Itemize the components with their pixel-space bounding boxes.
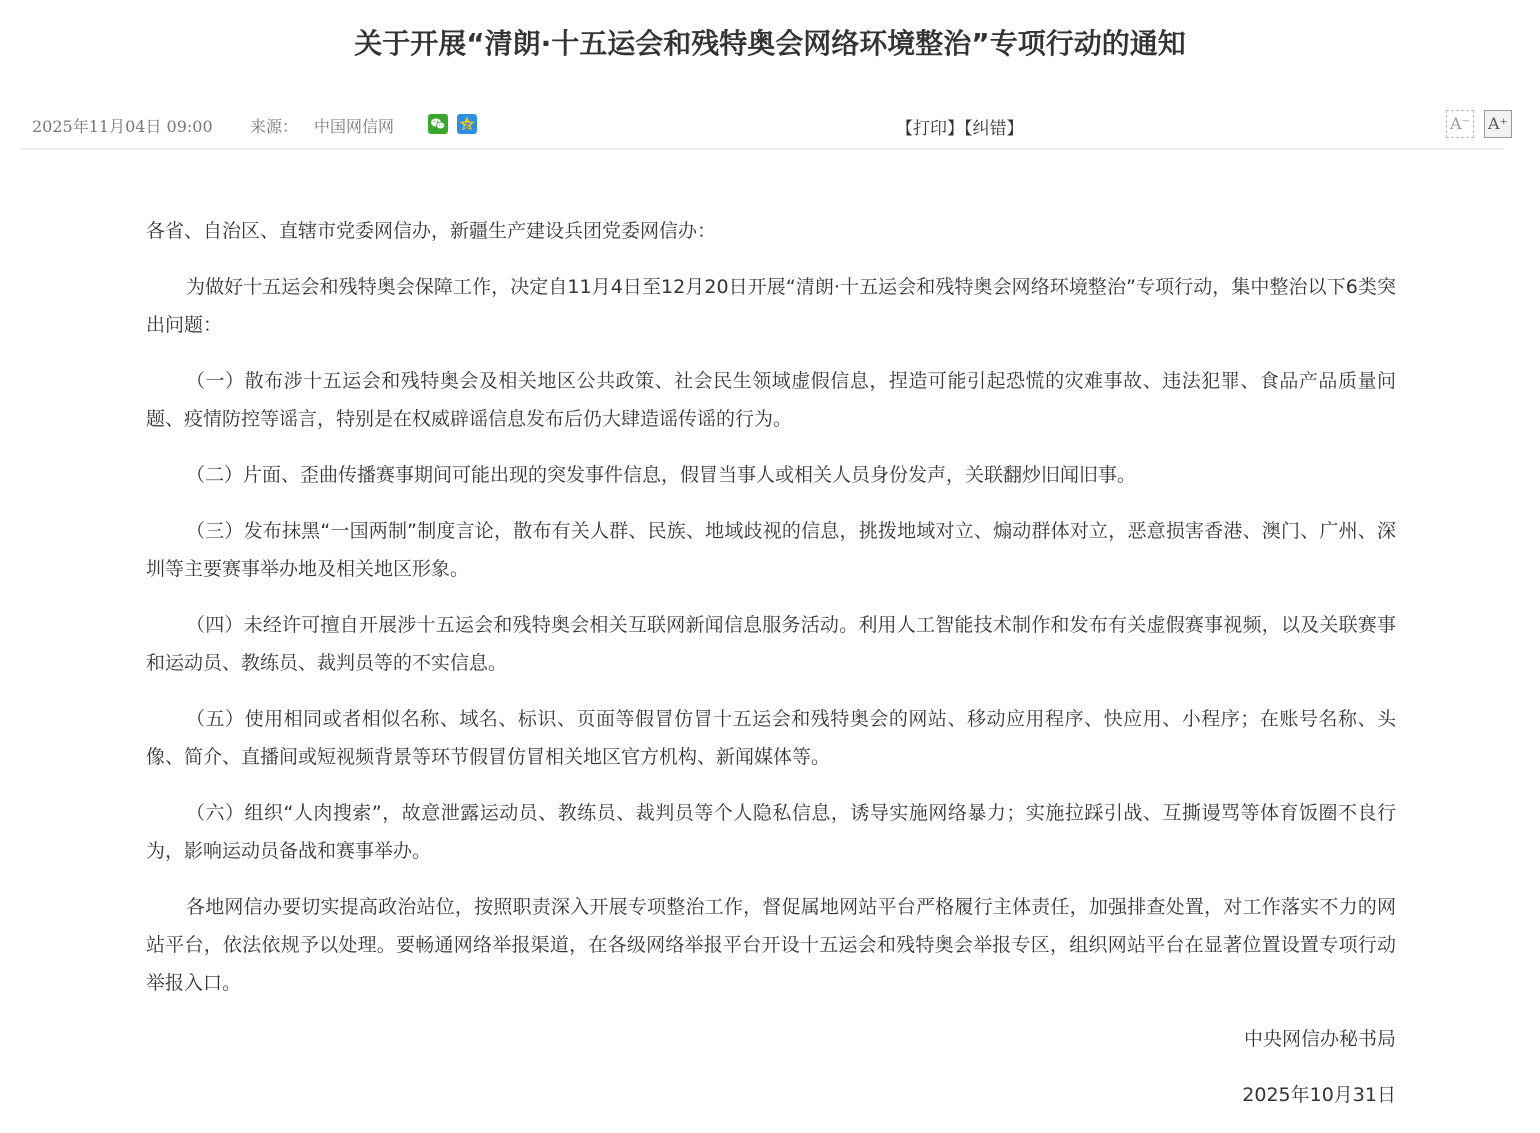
- article-meta-bar: [20, 104, 1508, 150]
- closing-paragraph: 各地网信办要切实提高政治站位，按照职责深入开展专项整治工作，督促属地网站平台严格履行主体责任，加强排查处置，对工作落实不力的网站平台，依法依规予以处理。要畅通网络举报渠道，在各级网络举报平台开设十五运会和残特奥会举报专区，组织网站平台在显著位置设置专项行动举报入口。: [146, 896, 1396, 994]
- print-link[interactable]: 【打印】: [896, 119, 964, 139]
- source-label: 来源：: [250, 117, 299, 136]
- article-title: 关于开展“清朗·十五运会和残特奥会网络环境整治”专项行动的通知: [354, 27, 1186, 60]
- list-item: （六）组织“人肉搜索”，故意泄露运动员、教练员、裁判员等个人隐私信息，诱导实施网络暴力；实施拉踩引战、互撕谩骂等体育饭圈不良行为，影响运动员备战和赛事举办。: [146, 802, 1396, 862]
- qzone-icon[interactable]: [457, 114, 477, 134]
- list-item: （二）片面、歪曲传播赛事期间可能出现的突发事件信息，假冒当事人或相关人员身份发声，关联翻炒旧闻旧事。: [186, 464, 1137, 486]
- font-increase-button[interactable]: A⁺: [1484, 110, 1512, 138]
- list-item: （一）散布涉十五运会和残特奥会及相关地区公共政策、社会民生领域虚假信息，捏造可能引起恐慌的灾难事故、违法犯罪、食品产品质量问题、疫情防控等谣言，特别是在权威辟谣信息发布后仍大肆造谣传谣的行为。: [146, 370, 1396, 430]
- source-name: 中国网信网: [314, 117, 395, 136]
- salutation: 各省、自治区、直辖市党委网信办，新疆生产建设兵团党委网信办：: [146, 220, 717, 242]
- sign-date: 2025年10月31日: [1242, 1084, 1396, 1106]
- article-body: [146, 212, 1396, 1132]
- wechat-icon[interactable]: [428, 114, 448, 134]
- list-item: （三）发布抹黑“一国两制”制度言论，散布有关人群、民族、地域歧视的信息，挑拨地域对立、煽动群体对立，恶意损害香港、澳门、广州、深圳等主要赛事举办地及相关地区形象。: [146, 520, 1396, 580]
- print-links: [896, 114, 1024, 139]
- list-item: （五）使用相同或者相似名称、域名、标识、页面等假冒仿冒十五运会和残特奥会的网站、移动应用程序、快应用、小程序；在账号名称、头像、简介、直播间或短视频背景等环节假冒仿冒相关地区官方机构、新闻媒体等。: [146, 708, 1396, 768]
- signature: 中央网信办秘书局: [1243, 1028, 1396, 1050]
- font-decrease-button[interactable]: A⁻: [1446, 110, 1474, 138]
- intro-paragraph: 为做好十五运会和残特奥会保障工作，决定自11月4日至12月20日开展“清朗·十五运会和残特奥会网络环境整治”专项行动，集中整治以下6类突出问题：: [146, 276, 1396, 336]
- correct-link[interactable]: 【纠错】: [964, 119, 1024, 139]
- list-item: （四）未经许可擅自开展涉十五运会和残特奥会相关互联网新闻信息服务活动。利用人工智能技术制作和发布有关虚假赛事视频，以及关联赛事和运动员、教练员、裁判员等的不实信息。: [146, 614, 1396, 674]
- publish-date: 2025年11月04日 09:00: [32, 117, 213, 136]
